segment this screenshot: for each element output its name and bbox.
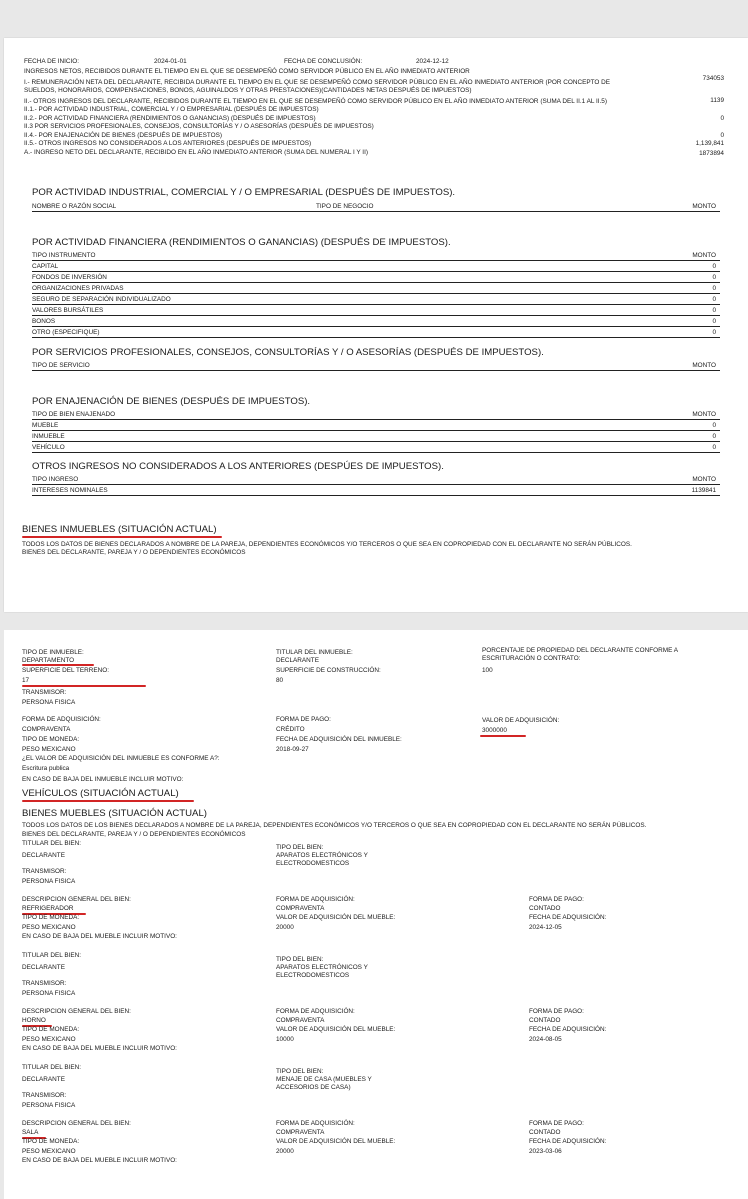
income-line-value: 1,139,841 — [695, 140, 724, 147]
tipo-bien-value-1: APARATOS ELECTRÓNICOS Y — [276, 852, 368, 859]
income-line-label: A.- INGRESO NETO DEL DECLARANTE, RECIBIDO EN EL AÑO INMEDIATO ANTERIOR (SUMA DEL NUMERAL I Y II) — [24, 149, 368, 156]
baja-mueble-label: EN CASO DE BAJA DEL MUEBLE INCLUIR MOTIVO: — [22, 933, 177, 940]
financiera-col-monto: MONTO — [692, 252, 716, 259]
muebles-title: BIENES MUEBLES (SITUACIÓN ACTUAL) — [22, 808, 207, 819]
divider — [32, 211, 720, 212]
table-row-label: CAPITAL — [32, 263, 59, 270]
forma-adquisicion-value: COMPRAVENTA — [276, 1017, 325, 1024]
table-row-label: VALORES BURSÁTILES — [32, 307, 104, 314]
financiera-col-tipo: TIPO INSTRUMENTO — [32, 252, 96, 259]
moneda-value: PESO MEXICANO — [22, 1036, 76, 1043]
table-row-value: 0 — [712, 307, 716, 314]
tipo-bien-value-2: ELECTRODOMESTICOS — [276, 860, 350, 867]
baja-inmueble-label: EN CASO DE BAJA DEL INMUEBLE INCLUIR MOTIVO: — [22, 776, 184, 783]
valor-adquisicion-label: VALOR DE ADQUISICIÓN: — [482, 717, 560, 724]
descripcion-bien-label: DESCRIPCION GENERAL DEL BIEN: — [22, 1008, 131, 1015]
income-line-label: II.4.- POR ENAJENACIÓN DE BIENES (DESPUÉS DE IMPUESTOS) — [24, 132, 223, 139]
divider — [32, 293, 720, 294]
fecha-conclusion-label: FECHA DE CONCLUSIÓN: — [284, 58, 363, 65]
fecha-adquisicion-label: FECHA DE ADQUISICIÓN DEL INMUEBLE: — [276, 736, 402, 743]
moneda-label: TIPO DE MONEDA: — [22, 1026, 80, 1033]
transmisor-value: PERSONA FISICA — [22, 878, 76, 885]
servicios-title: POR SERVICIOS PROFESIONALES, CONSEJOS, CONSULTORÍAS Y / O ASESORÍAS (DESPUÉS DE IMPUESTOS). — [32, 347, 544, 358]
declaration-page-2 — [4, 630, 748, 1199]
income-line-value: 734053 — [702, 75, 724, 82]
otros-title: OTROS INGRESOS NO CONSIDERADOS A LOS ANTERIORES (DESPÚES DE IMPUESTOS). — [32, 461, 444, 472]
moneda-value: PESO MEXICANO — [22, 924, 76, 931]
tipo-bien-value-2: ACCESORIOS DE CASA) — [276, 1084, 351, 1091]
table-row-label: SEGURO DE SEPARACIÓN INDIVIDUALIZADO — [32, 296, 171, 303]
red-underline — [22, 664, 94, 666]
table-row-value: 0 — [712, 329, 716, 336]
enajenacion-col-monto: MONTO — [692, 411, 716, 418]
forma-pago-label: FORMA DE PAGO: — [529, 896, 584, 903]
transmisor-value: PERSONA FISICA — [22, 1102, 76, 1109]
table-row-label: BONOS — [32, 318, 56, 325]
tipo-bien-label: TIPO DEL BIEN: — [276, 956, 324, 963]
tipo-bien-value-1: APARATOS ELECTRÓNICOS Y — [276, 964, 368, 971]
titular-bien-label: TITULAR DEL BIEN: — [22, 1064, 82, 1071]
moneda-label: TIPO DE MONEDA: — [22, 1138, 80, 1145]
income-line-value: 0 — [720, 115, 724, 122]
divider — [32, 304, 720, 305]
tipo-bien-label: TIPO DEL BIEN: — [276, 1068, 324, 1075]
descripcion-bien-value: REFRIGERADOR — [22, 905, 74, 912]
table-row-label: MUEBLE — [32, 422, 59, 429]
moneda-value: PESO MEXICANO — [22, 746, 76, 753]
tipo-inmueble-label: TIPO DE INMUEBLE: — [22, 649, 84, 656]
income-line-label-2: SUELDOS, HONORARIOS, COMPENSACIONES, BONOS, AGUINALDOS Y OTRAS PRESTACIONES)(CANTIDADES NETAS DESPUÉS DE IMPUESTOS) — [24, 87, 472, 94]
transmisor-value: PERSONA FISICA — [22, 699, 76, 706]
forma-adquisicion-label: FORMA DE ADQUISICIÓN: — [22, 716, 101, 723]
transmisor-label: TRANSMISOR: — [22, 689, 67, 696]
transmisor-label: TRANSMISOR: — [22, 1092, 67, 1099]
baja-mueble-label: EN CASO DE BAJA DEL MUEBLE INCLUIR MOTIVO: — [22, 1157, 177, 1164]
fecha-inicio-label: FECHA DE INICIO: — [24, 58, 80, 65]
divider — [32, 370, 720, 371]
income-line-label: I.- REMUNERACIÓN NETA DEL DECLARANTE, RECIBIDA DURANTE EL TIEMPO EN EL QUE SE DESEMPEÑÓ COMO SERVIDOR PÚBLICO EN EL AÑO INMEDIATO ANTERIOR (POR CONCEPTO DE — [24, 79, 611, 86]
tipo-bien-label: TIPO DEL BIEN: — [276, 844, 324, 851]
table-row-value: 1139841 — [691, 487, 716, 494]
divider — [32, 419, 720, 420]
titular-inmueble-label: TITULAR DEL INMUEBLE: — [276, 649, 353, 656]
divider — [32, 326, 720, 327]
titular-inmueble-value: DECLARANTE — [276, 657, 319, 664]
table-row-label: INTERESES NOMINALES — [32, 487, 108, 494]
inmuebles-note-1: TODOS LOS DATOS DE BIENES DECLARADOS A NOMBRE DE LA PAREJA, DEPENDIENTES ECONÓMICOS Y/O TERCEROS O QUE SEA EN COPROPIEDAD CON EL DECLARANTE NO SERÁN PÚBLICOS. — [22, 541, 632, 548]
divider — [32, 441, 720, 442]
porcentaje-label-2: ESCRITURACIÓN O CONTRATO: — [482, 655, 581, 662]
valor-adquisicion-value: 3000000 — [482, 727, 507, 734]
red-underline — [480, 735, 526, 737]
titular-bien-label: TITULAR DEL BIEN: — [22, 952, 82, 959]
valor-adquisicion-label: VALOR DE ADQUISICIÓN DEL MUEBLE: — [276, 1026, 396, 1033]
table-row-value: 0 — [712, 318, 716, 325]
red-underline — [22, 536, 222, 538]
income-line-label: II.3 POR SERVICIOS PROFESIONALES, CONSEJOS, CONSULTORÍAS Y / O ASESORÍAS (DESPUÉS DE IMPUESTOS) — [24, 123, 374, 130]
forma-pago-label: FORMA DE PAGO: — [529, 1120, 584, 1127]
industrial-col-nombre: NOMBRE O RAZÓN SOCIAL — [32, 203, 117, 210]
superficie-construccion-label: SUPERFICIE DE CONSTRUCCIÓN: — [276, 667, 381, 674]
superficie-construccion-value: 80 — [276, 677, 284, 684]
descripcion-bien-value: SALA — [22, 1129, 39, 1136]
income-line-value: 0 — [720, 132, 724, 139]
servicios-col-monto: MONTO — [692, 362, 716, 369]
fecha-adquisicion-label: FECHA DE ADQUISICIÓN: — [529, 914, 607, 921]
fecha-adquisicion-label: FECHA DE ADQUISICIÓN: — [529, 1026, 607, 1033]
table-row-value: 0 — [712, 263, 716, 270]
forma-pago-value: CONTADO — [529, 1129, 561, 1136]
descripcion-bien-label: DESCRIPCION GENERAL DEL BIEN: — [22, 896, 131, 903]
titular-bien-value: DECLARANTE — [22, 852, 65, 859]
descripcion-bien-value: HORNO — [22, 1017, 46, 1024]
fecha-adquisicion-label: FECHA DE ADQUISICIÓN: — [529, 1138, 607, 1145]
ingresos-title: INGRESOS NETOS, RECIBIDOS DURANTE EL TIEMPO EN EL QUE SE DESEMPEÑÓ COMO SERVIDOR PÚBLICO EN EL AÑO INMEDIATO ANTERIOR — [24, 68, 470, 75]
table-row-value: 0 — [712, 433, 716, 440]
divider — [32, 452, 720, 453]
table-row-label: FONDOS DE INVERSIÓN — [32, 274, 107, 281]
income-line-label: II.2.- POR ACTIVIDAD FINANCIERA (RENDIMIENTOS O GANANCIAS) (DESPUÉS DE IMPUESTOS) — [24, 115, 316, 122]
vehiculos-title: VEHÍCULOS (SITUACIÓN ACTUAL) — [22, 788, 179, 799]
income-line-label: II.5.- OTROS INGRESOS NO CONSIDERADOS A LOS ANTERIORES (DESPUÉS DE IMPUESTOS) — [24, 140, 312, 147]
forma-adquisicion-label: FORMA DE ADQUISICIÓN: — [276, 1008, 355, 1015]
valor-adquisicion-value: 20000 — [276, 1148, 294, 1155]
fecha-inicio-value: 2024-01-01 — [154, 58, 187, 65]
divider — [32, 430, 720, 431]
moneda-value: PESO MEXICANO — [22, 1148, 76, 1155]
transmisor-label: TRANSMISOR: — [22, 868, 67, 875]
divider — [32, 271, 720, 272]
muebles-note-1: TODOS LOS DATOS DE LOS BIENES DECLARADOS A NOMBRE DE LA PAREJA, DEPENDIENTES ECONÓMICOS Y/O TERCEROS O QUE SEA EN COPROPIEDAD CON EL DECLARANTE NO SERÁN PÚBLICOS. — [22, 822, 647, 829]
conforme-value: Escritura publica — [22, 765, 70, 772]
servicios-col-tipo: TIPO DE SERVICIO — [32, 362, 90, 369]
transmisor-value: PERSONA FISICA — [22, 990, 76, 997]
baja-mueble-label: EN CASO DE BAJA DEL MUEBLE INCLUIR MOTIVO: — [22, 1045, 177, 1052]
enajenacion-col-tipo: TIPO DE BIEN ENAJENADO — [32, 411, 116, 418]
table-row-value: 0 — [712, 274, 716, 281]
industrial-col-monto: MONTO — [692, 203, 716, 210]
forma-adquisicion-value: COMPRAVENTA — [276, 1129, 325, 1136]
titular-bien-value: DECLARANTE — [22, 964, 65, 971]
fecha-adquisicion-value: 2024-08-05 — [529, 1036, 562, 1043]
table-row-value: 0 — [712, 296, 716, 303]
divider — [32, 315, 720, 316]
porcentaje-label: PORCENTAJE DE PROPIEDAD DEL DECLARANTE CONFORME A — [482, 647, 679, 654]
income-line-value: 1139 — [710, 97, 724, 104]
forma-pago-value: CONTADO — [529, 1017, 561, 1024]
income-line-label: II.- OTROS INGRESOS DEL DECLARANTE, RECIBIDOS DURANTE EL TIEMPO EN EL QUE SE DESEMPEÑÓ COMO SERVIDOR PÚBLICO EN EL AÑO INMEDIATO ANTERIOR (SUMA DEL II.1 AL II.5) — [24, 98, 607, 105]
transmisor-label: TRANSMISOR: — [22, 980, 67, 987]
forma-pago-value: CRÉDITO — [276, 726, 305, 733]
divider — [32, 260, 720, 261]
moneda-label: TIPO DE MONEDA: — [22, 736, 80, 743]
fecha-conclusion-value: 2024-12-12 — [416, 58, 449, 65]
red-underline — [22, 685, 146, 687]
titular-bien-label: TITULAR DEL BIEN: — [22, 840, 82, 847]
muebles-note-2: BIENES DEL DECLARANTE, PAREJA Y / O DEPENDIENTES ECONÓMICOS — [22, 831, 246, 838]
table-row-value: 0 — [712, 285, 716, 292]
forma-pago-value: CONTADO — [529, 905, 561, 912]
titular-bien-value: DECLARANTE — [22, 1076, 65, 1083]
otros-col-monto: MONTO — [692, 476, 716, 483]
divider — [32, 495, 720, 496]
tipo-bien-value-2: ELECTRODOMESTICOS — [276, 972, 350, 979]
inmuebles-note-2: BIENES DEL DECLARANTE, PAREJA Y / O DEPENDIENTES ECONÓMICOS — [22, 549, 246, 556]
forma-adquisicion-label: FORMA DE ADQUISICIÓN: — [276, 896, 355, 903]
tipo-inmueble-value: DEPARTAMENTO — [22, 657, 75, 664]
tipo-bien-value-1: MENAJE DE CASA (MUEBLES Y — [276, 1076, 372, 1083]
table-row-label: VEHÍCULO — [32, 444, 65, 451]
declaration-page-1 — [4, 38, 748, 612]
enajenacion-title: POR ENAJENACIÓN DE BIENES (DESPUÉS DE IMPUESTOS). — [32, 396, 311, 407]
industrial-title: POR ACTIVIDAD INDUSTRIAL, COMERCIAL Y / O EMPRESARIAL (DESPUÉS DE IMPUESTOS). — [32, 187, 456, 198]
superficie-terreno-label: SUPERFICIE DEL TERRENO: — [22, 667, 110, 674]
forma-adquisicion-value: COMPRAVENTA — [22, 726, 71, 733]
forma-adquisicion-label: FORMA DE ADQUISICIÓN: — [276, 1120, 355, 1127]
red-underline — [22, 800, 194, 802]
valor-adquisicion-value: 20000 — [276, 924, 294, 931]
fecha-adquisicion-value: 2024-12-05 — [529, 924, 562, 931]
table-row-value: 0 — [712, 444, 716, 451]
forma-adquisicion-value: COMPRAVENTA — [276, 905, 325, 912]
inmuebles-title: BIENES INMUEBLES (SITUACIÓN ACTUAL) — [22, 524, 217, 535]
divider — [32, 337, 720, 338]
fecha-adquisicion-value: 2018-09-27 — [276, 746, 309, 753]
table-row-label: INMUEBLE — [32, 433, 65, 440]
descripcion-bien-label: DESCRIPCION GENERAL DEL BIEN: — [22, 1120, 131, 1127]
financiera-title: POR ACTIVIDAD FINANCIERA (RENDIMIENTOS O GANANCIAS) (DESPUÉS DE IMPUESTOS). — [32, 237, 451, 248]
porcentaje-value: 100 — [482, 667, 493, 674]
table-row-value: 0 — [712, 422, 716, 429]
table-row-label: ORGANIZACIONES PRIVADAS — [32, 285, 124, 292]
income-line-value: 1873894 — [699, 150, 724, 157]
valor-adquisicion-label: VALOR DE ADQUISICIÓN DEL MUEBLE: — [276, 1138, 396, 1145]
divider — [32, 282, 720, 283]
valor-adquisicion-label: VALOR DE ADQUISICIÓN DEL MUEBLE: — [276, 914, 396, 921]
conforme-label: ¿EL VALOR DE ADQUISICIÓN DEL INMUEBLE ES CONFORME A?: — [22, 755, 220, 762]
income-line-label: II.1.- POR ACTIVIDAD INDUSTRIAL, COMERCIAL Y / O EMPRESARIAL (DESPUÉS DE IMPUESTOS) — [24, 106, 319, 113]
forma-pago-label: FORMA DE PAGO: — [529, 1008, 584, 1015]
valor-adquisicion-value: 10000 — [276, 1036, 294, 1043]
fecha-adquisicion-value: 2023-03-06 — [529, 1148, 562, 1155]
forma-pago-label: FORMA DE PAGO: — [276, 716, 331, 723]
industrial-col-tipo: TIPO DE NEGOCIO — [316, 203, 374, 210]
moneda-label: TIPO DE MONEDA: — [22, 914, 80, 921]
divider — [32, 484, 720, 485]
table-row-label: OTRO (ESPECIFIQUE) — [32, 329, 100, 336]
superficie-terreno-value: 17 — [22, 677, 30, 684]
otros-col-tipo: TIPO INGRESO — [32, 476, 79, 483]
